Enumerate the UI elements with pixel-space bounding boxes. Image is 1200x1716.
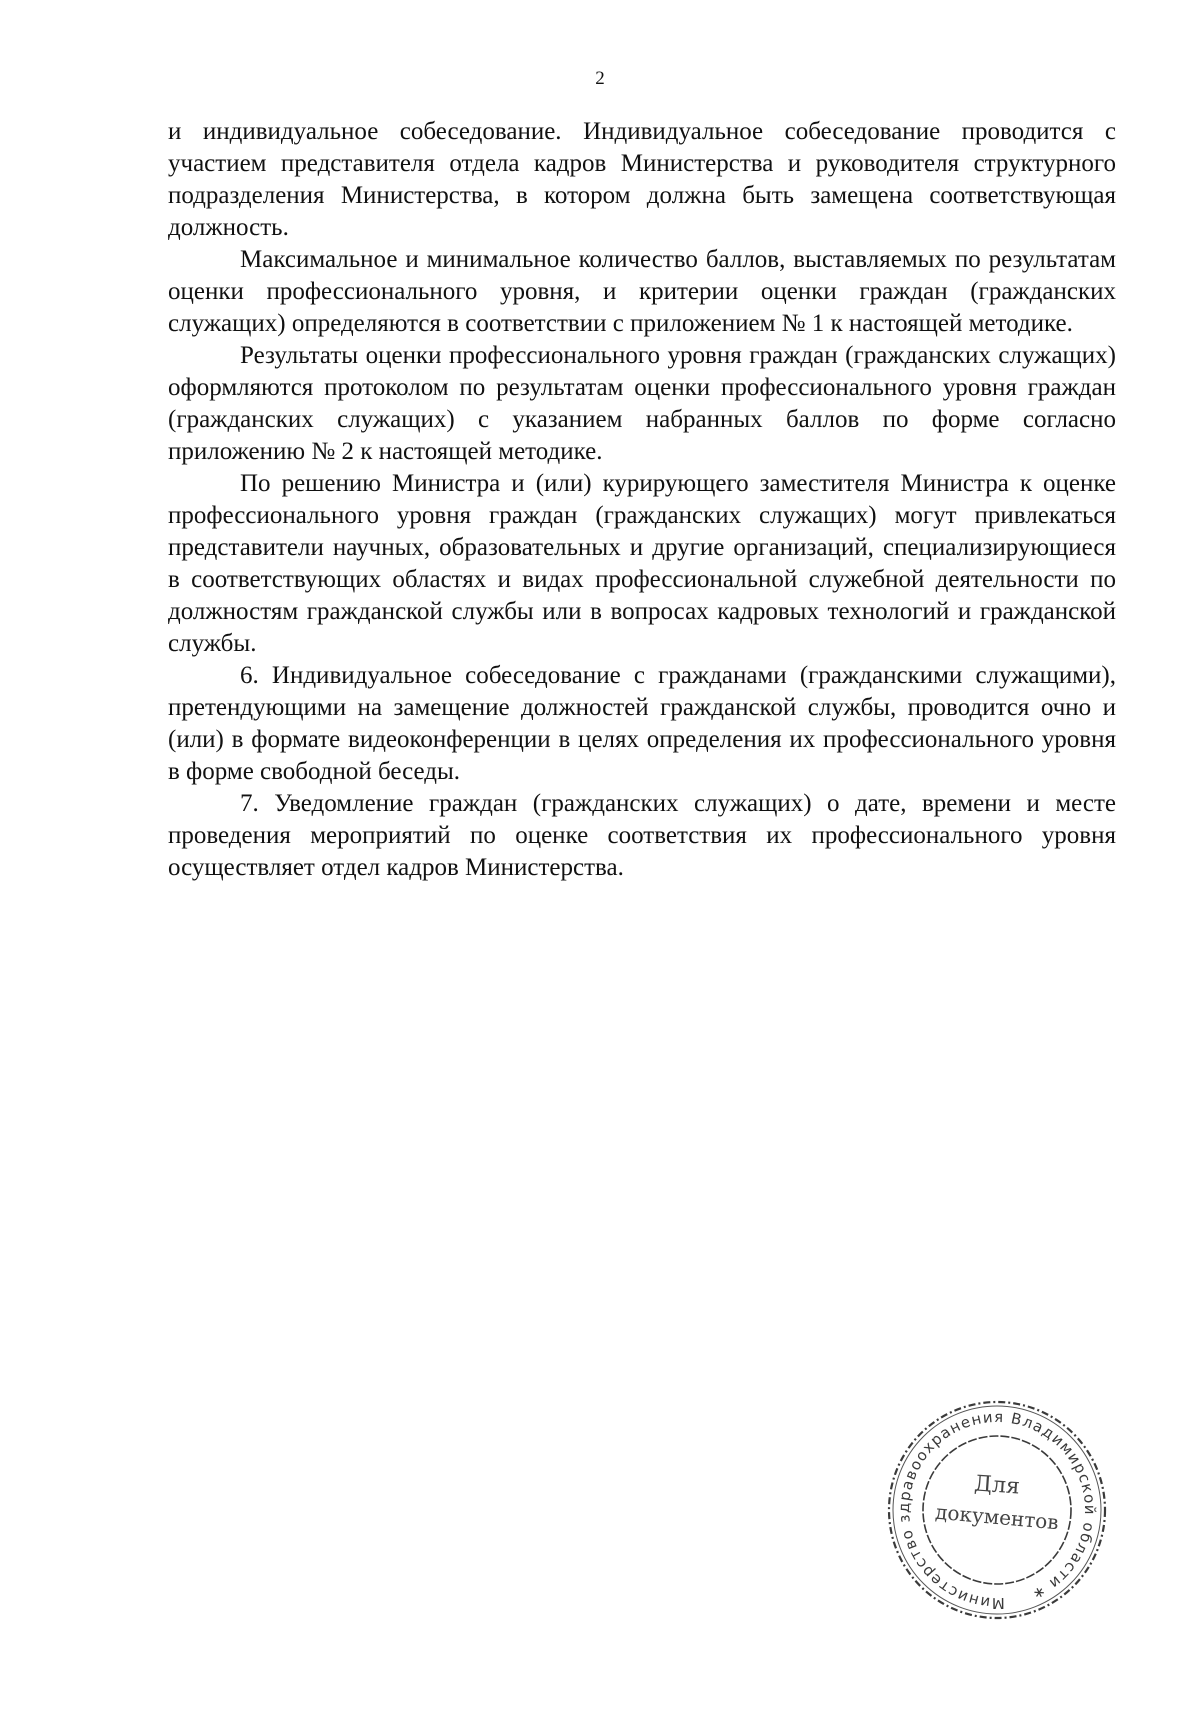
stamp-center-line1: Для <box>973 1471 1021 1500</box>
paragraph-continuation: и индивидуальное собеседование. Индивидуальное собеседование проводится с участием представителя отдела кадров Министерства и руководителя структурного подразделения Министерства, в котором должна быть замещена соответствующая должность. <box>168 118 1116 241</box>
stamp-ring-textpath: Министерство здравоохранения Владимирской области ∗ <box>894 1407 1100 1613</box>
paragraph-results: Результаты оценки профессионального уровня граждан (гражданских служащих) оформляются протоколом по результатам оценки профессионального уровня граждан (гражданских служащих) с указанием набранных баллов по форме согласно приложению № 2 к настоящей методике. <box>168 342 1116 465</box>
paragraph-scoring: Максимальное и минимальное количество баллов, выставляемых по результатам оценки профессионального уровня, и критерии оценки граждан (гражданских служащих) определяются в соответствии с приложением № 1 к настоящей методике. <box>168 246 1116 337</box>
paragraph-item-7: 7. Уведомление граждан (гражданских служащих) о дате, времени и месте проведения мероприятий по оценке соответствия их профессионального уровня осуществляет отдел кадров Министерства. <box>168 790 1116 881</box>
stamp-center <box>884 1397 1110 1623</box>
official-stamp <box>884 1397 1110 1623</box>
paragraph-experts: По решению Министра и (или) курирующего заместителя Министра к оценке профессионального уровня граждан (гражданских служащих) могут привлекаться представители научных, образовательных и другие организаций, специализирующиеся в соответствующих областях и видах профессиональной служебной деятельности по должностям гражданской службы или в вопросах кадровых технологий и гражданской службы. <box>168 470 1116 657</box>
stamp-center-line2: документов <box>934 1499 1060 1535</box>
page-number: 2 <box>595 68 605 89</box>
document-body <box>168 116 1116 884</box>
paragraph-item-6: 6. Индивидуальное собеседование с гражданами (гражданскими служащими), претендующими на замещение должностей гражданской службы, проводится очно и (или) в формате видеоконференции в целях определения их профессионального уровня в форме свободной беседы. <box>168 662 1116 785</box>
